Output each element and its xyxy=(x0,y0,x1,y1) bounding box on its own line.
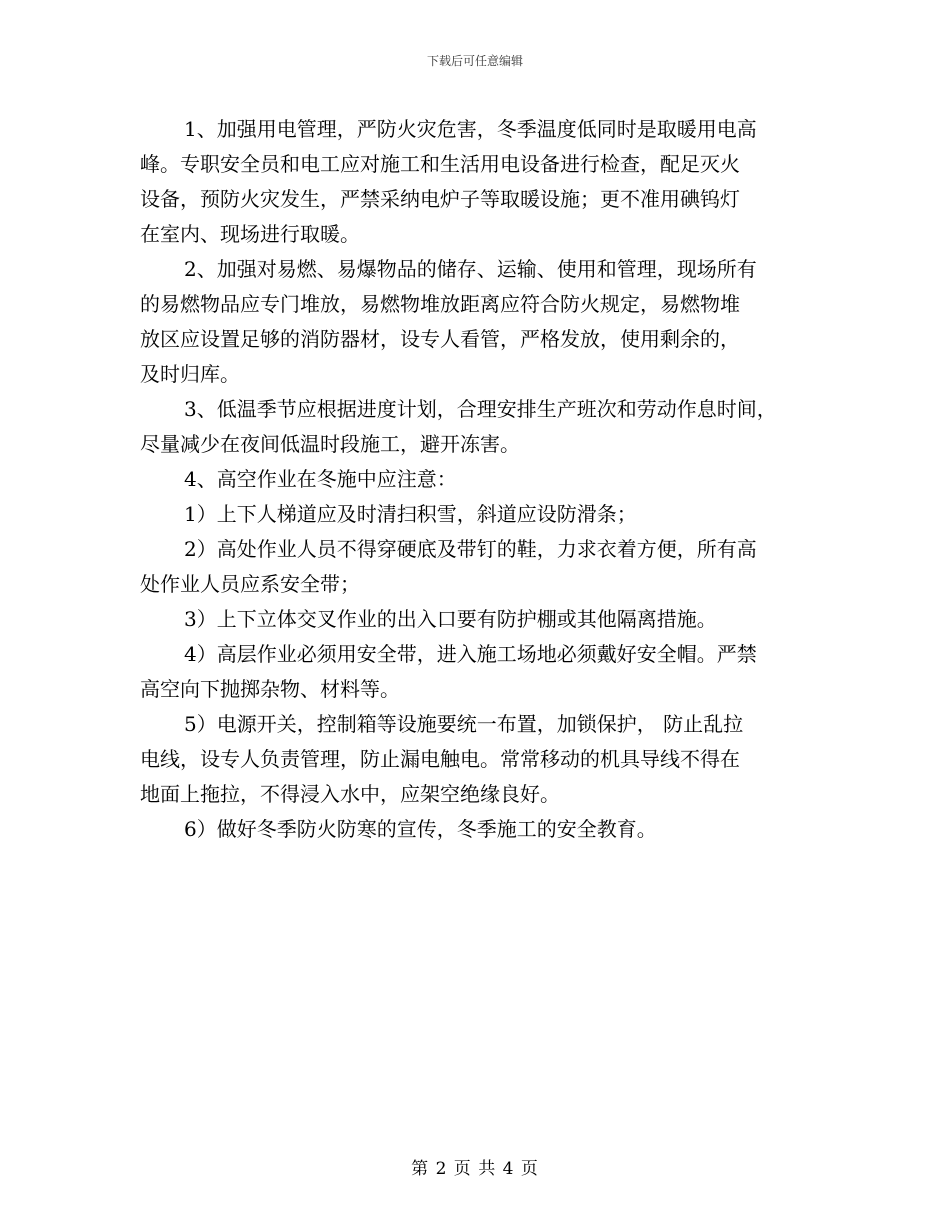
text-line: 1、加强用电管理，严防火灾危害，冬季温度低同时是取暖用电高 xyxy=(184,117,757,141)
text-line: 峰。专职安全员和电工应对施工和生活用电设备进行检查，配足灭火 xyxy=(140,152,740,176)
text-line: 1）上下人梯道应及时清扫积雪，斜道应设防滑条； xyxy=(184,502,637,526)
text-line: 2、加强对易燃、易爆物品的储存、运输、使用和管理，现场所有 xyxy=(184,257,757,281)
text-line: 5）电源开关，控制箱等设施要统一布置，加锁保护， 防止乱拉 xyxy=(184,712,744,736)
text-line: 设备，预防火灾发生，严禁采纳电炉子等取暖设施；更不准用碘钨灯 xyxy=(140,187,740,211)
text-line: 尽量减少在夜间低温时段施工，避开冻害。 xyxy=(140,432,520,456)
text-line: 的易燃物品应专门堆放，易燃物堆放距离应符合防火规定，易燃物堆 xyxy=(140,292,740,316)
paragraph-6 xyxy=(140,532,830,602)
text-line: 地面上拖拉，不得浸入水中，应架空绝缘良好。 xyxy=(140,782,560,806)
text-line: 4、高空作业在冬施中应注意： xyxy=(184,467,457,491)
text-line: 3、低温季节应根据进度计划，合理安排生产班次和劳动作息时间， xyxy=(184,397,777,421)
paragraph-1 xyxy=(140,112,830,252)
text-line: 电线，设专人负责管理，防止漏电触电。常常移动的机具导线不得在 xyxy=(140,747,740,771)
text-line: 在室内、现场进行取暖。 xyxy=(140,222,360,246)
paragraph-5 xyxy=(140,497,830,532)
text-line: 处作业人员应系安全带； xyxy=(140,572,360,596)
text-line: 3）上下立体交叉作业的出入口要有防护棚或其他隔离措施。 xyxy=(184,607,717,631)
page-header: 下载后可任意编辑 xyxy=(426,54,523,68)
text-line: 及时归库。 xyxy=(140,362,240,386)
text-line: 2）高处作业人员不得穿硬底及带钉的鞋，力求衣着方便，所有高 xyxy=(184,537,757,561)
paragraph-3 xyxy=(140,392,830,462)
text-line: 6）做好冬季防火防寒的宣传，冬季施工的安全教育。 xyxy=(184,817,657,841)
text-line: 放区应设置足够的消防器材，设专人看管，严格发放，使用剩余的， xyxy=(140,327,740,351)
paragraph-9 xyxy=(140,707,830,812)
document-body xyxy=(140,112,830,847)
paragraph-2 xyxy=(140,252,830,392)
text-line: 4）高层作业必须用安全带，进入施工场地必须戴好安全帽。严禁 xyxy=(184,642,757,666)
paragraph-7 xyxy=(140,602,830,637)
paragraph-10 xyxy=(140,812,830,847)
text-line: 高空向下抛掷杂物、材料等。 xyxy=(140,677,400,701)
paragraph-4 xyxy=(140,462,830,497)
page-number: 第 2 页 共 4 页 xyxy=(411,1159,539,1179)
paragraph-8 xyxy=(140,637,830,707)
